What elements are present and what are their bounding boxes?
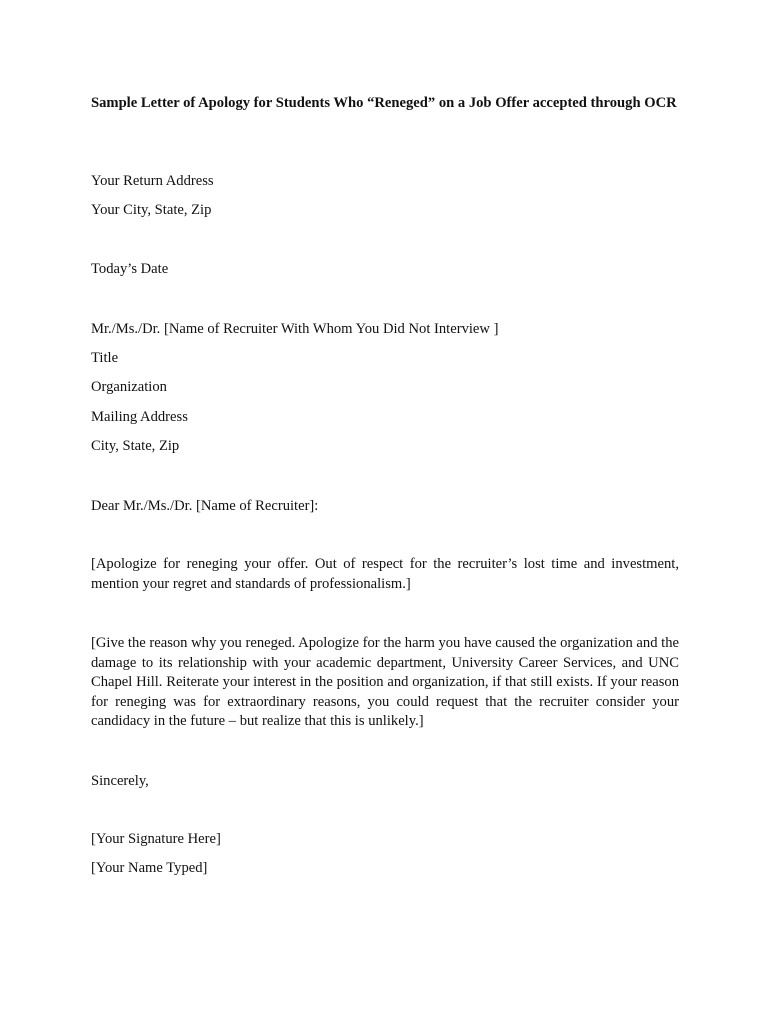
letter-title: Sample Letter of Apology for Students Who “Reneged” on a Job Offer accepted through OCR [91,95,677,111]
body-paragraph-1: [Apologize for reneging your offer. Out of respect for the recruiter’s lost time and investment, mention your regret and standards of professionalism.] [91,556,679,592]
sender-return-address: Your Return Address [91,173,214,189]
recipient-city-state-zip: City, State, Zip [91,438,180,454]
recipient-title: Title [91,350,119,366]
signature-placeholder: [Your Signature Here] [91,831,221,847]
body-paragraph-2: [Give the reason why you reneged. Apologize for the harm you have caused the organization and the damage to its relationship with your academic department, University Career Services, and UNC Chapel Hill. Reiterate your interest in the position and organization, if that still exists. If your reason for reneging was for extraordinary reasons, you could request that the recruiter consider your candidacy in the future – but realize that this is unlikely.] [91,635,679,729]
recipient-organization: Organization [91,379,167,395]
typed-name-placeholder: [Your Name Typed] [91,860,208,876]
sender-city-state-zip: Your City, State, Zip [91,202,212,218]
recipient-name: Mr./Ms./Dr. [Name of Recruiter With Whom You Did Not Interview ] [91,321,499,337]
closing: Sincerely, [91,773,149,789]
recipient-mailing-address: Mailing Address [91,409,188,425]
letter-date: Today’s Date [91,261,169,277]
salutation: Dear Mr./Ms./Dr. [Name of Recruiter]: [91,498,319,514]
